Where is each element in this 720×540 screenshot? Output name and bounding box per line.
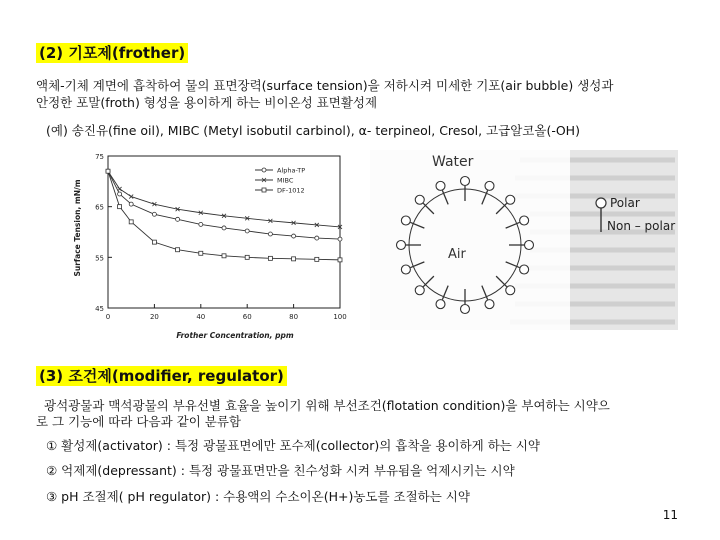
- data-point: [129, 202, 133, 206]
- page-number: 11: [662, 508, 678, 522]
- data-point: [292, 257, 296, 261]
- frother-description-line1: 액체-기체 계면에 흡착하여 물의 표면장력(surface tension)을 저하시켜 미세한 기포(air bubble) 생성과: [36, 78, 614, 93]
- series-line: [108, 171, 340, 227]
- y-tick-label: 65: [95, 203, 104, 212]
- data-point: [106, 169, 110, 173]
- data-point: [176, 248, 180, 252]
- data-point: [262, 168, 266, 172]
- modifier-item-depressant: ② 억제제(depressant) : 특정 광물표면만을 친수성화 시켜 부유됨을 억제시키는 시약: [46, 463, 515, 478]
- legend-label: Alpha-TP: [277, 166, 306, 175]
- x-tick-label: 20: [149, 313, 159, 321]
- legend-label: DF-1012: [277, 186, 305, 195]
- x-tick-label: 80: [289, 313, 299, 321]
- frother-description-line2: 안정한 포말(froth) 형성을 용이하게 하는 비이온성 표면활성제: [36, 95, 378, 110]
- data-point: [292, 234, 296, 238]
- x-tick-label: 100: [333, 313, 347, 321]
- surface-tension-chart: [70, 148, 355, 343]
- data-point: [152, 240, 156, 244]
- chart-legend: [255, 167, 305, 195]
- white-overlay: [370, 150, 570, 330]
- data-point: [222, 254, 226, 258]
- x-tick-label: 40: [196, 313, 206, 321]
- data-point: [338, 258, 342, 262]
- data-point: [245, 229, 249, 233]
- data-point: [315, 257, 319, 261]
- data-point: [315, 236, 319, 240]
- frother-molecule-diagram: [370, 150, 678, 330]
- water-label: Water: [432, 154, 474, 170]
- data-point: [338, 237, 342, 241]
- data-point: [176, 217, 180, 221]
- data-point: [129, 220, 133, 224]
- data-point: [222, 226, 226, 230]
- modifier-description-line2: 로 그 기능에 따라 다음과 같이 분류함: [36, 414, 241, 429]
- data-point: [118, 192, 122, 196]
- polar-label: Polar: [610, 196, 640, 210]
- data-point: [268, 256, 272, 260]
- data-point: [199, 251, 203, 255]
- y-tick-label: 55: [95, 254, 104, 263]
- data-point: [268, 232, 272, 236]
- legend-label: MIBC: [277, 176, 294, 185]
- chart-y-axis-label: Surface Tension, mN/m: [73, 179, 82, 277]
- y-tick-label: 75: [95, 153, 104, 161]
- data-point: [152, 212, 156, 216]
- x-tick-label: 60: [242, 313, 252, 321]
- chart-series: [106, 166, 342, 262]
- data-point: [199, 222, 203, 226]
- data-point: [118, 205, 122, 209]
- x-tick-label: 0: [105, 313, 111, 321]
- modifier-item-activator: ① 활성제(activator) : 특정 광물표면에만 포수제(collector)의 흡착을 용이하게 하는 시약: [46, 438, 541, 453]
- frother-examples: (예) 송진유(fine oil), MIBC (Metyl isobutil carbinol), α- terpineol, Cresol, 고급알코올(-OH): [46, 123, 580, 138]
- chart-x-axis-label: Frother Concentration, ppm: [176, 331, 294, 340]
- modifier-item-ph-regulator: ③ pH 조절제( pH regulator) : 수용액의 수소이온(H+)농도를 조절하는 시약: [46, 489, 470, 504]
- data-point: [262, 188, 266, 192]
- air-label: Air: [448, 247, 466, 262]
- y-tick-label: 45: [95, 305, 104, 313]
- data-point: [118, 187, 122, 191]
- nonpolar-label: Non – polar: [607, 219, 676, 233]
- data-point: [245, 255, 249, 259]
- modifier-heading: (3) 조건제(modifier, regulator): [36, 366, 287, 386]
- modifier-description-line1: 광석광물과 맥석광물의 부유선별 효율을 높이기 위해 부선조건(flotation condition)을 부여하는 시약으: [44, 398, 610, 413]
- frother-heading: (2) 기포제(frother): [36, 43, 188, 63]
